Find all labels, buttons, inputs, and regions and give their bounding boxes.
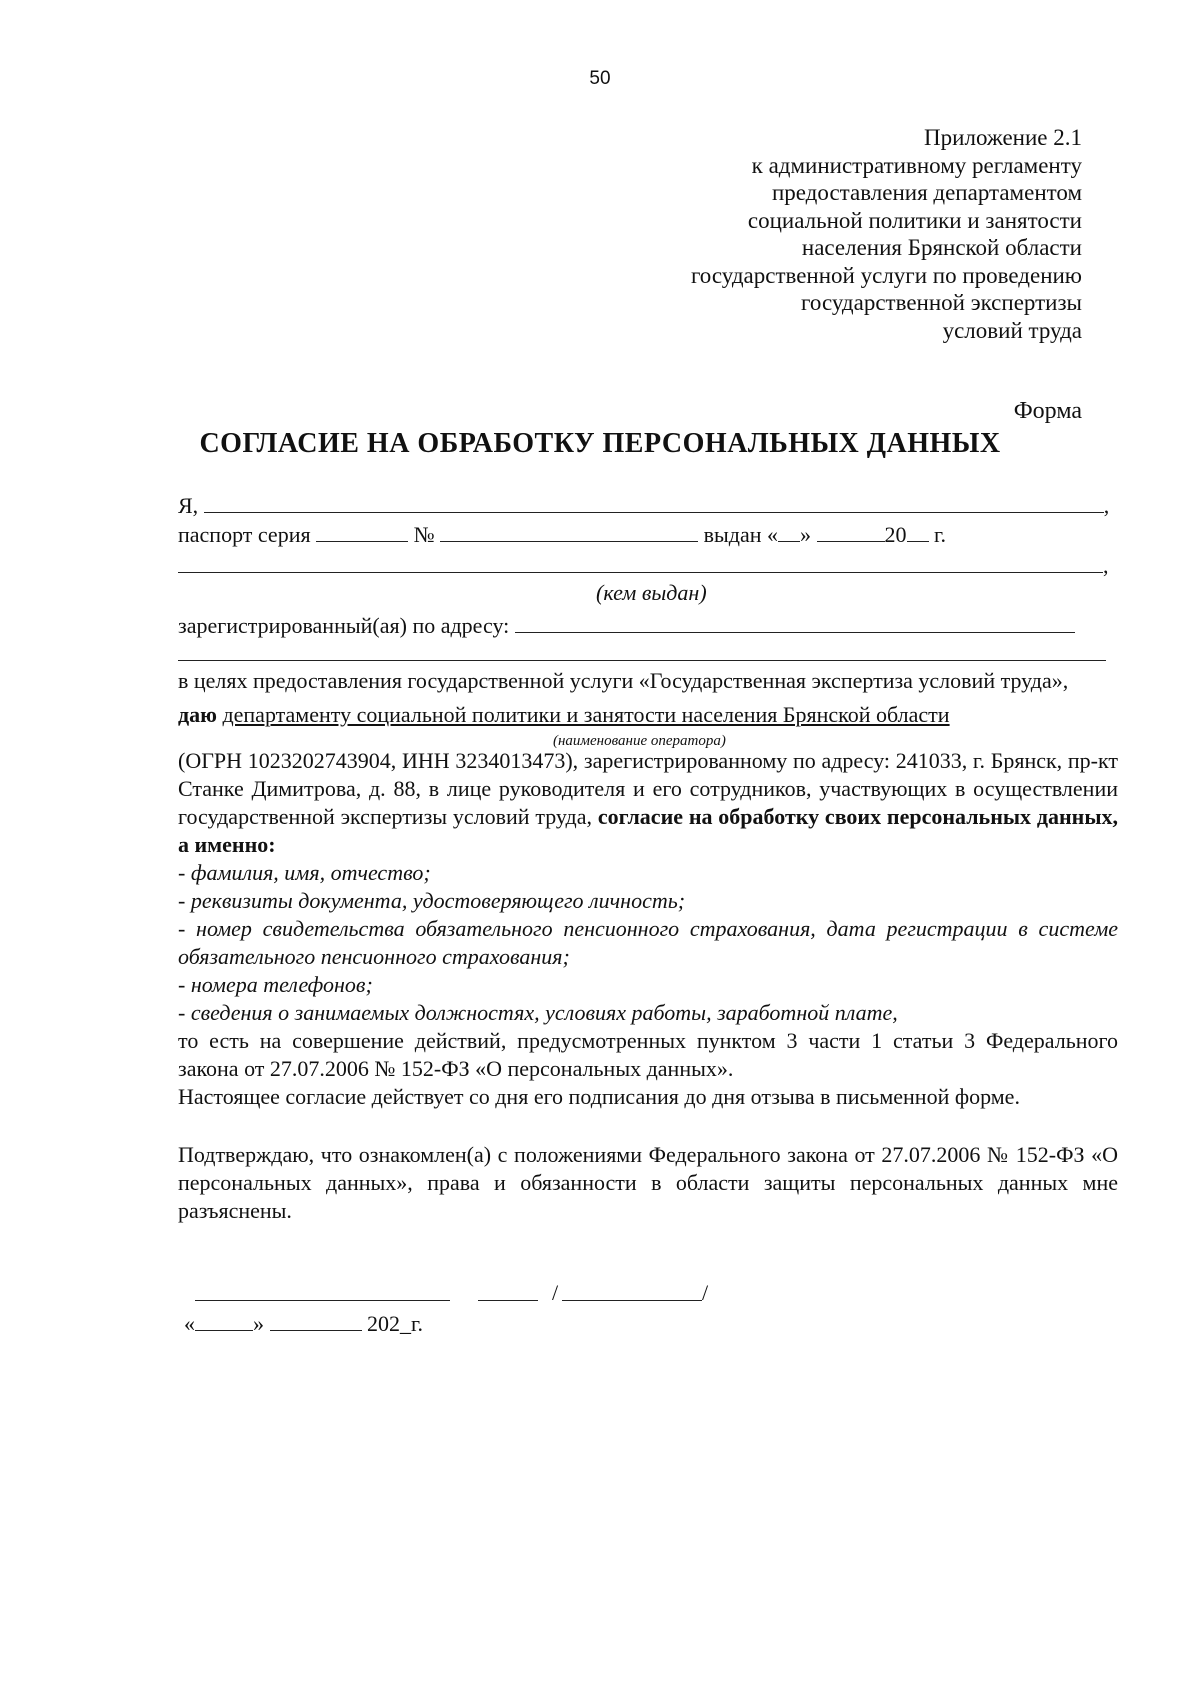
slash-open: / bbox=[552, 1280, 559, 1305]
operator-line bbox=[178, 701, 1118, 729]
appendix-line: населения Брянской области bbox=[801, 235, 1082, 260]
data-item: - номер свидетельства обязательного пенсионного страхования, дата регистрации в системе обязательного пенсионного страхования; bbox=[178, 916, 1118, 969]
issued-by-field[interactable] bbox=[178, 552, 1103, 573]
signature-line[interactable] bbox=[195, 1300, 450, 1301]
appendix-line: социальной политики и занятости bbox=[747, 207, 1082, 233]
year-prefix: 20 bbox=[884, 522, 907, 547]
issued-close-quote: » bbox=[800, 522, 811, 547]
sign-year: 202_г. bbox=[367, 1311, 424, 1336]
data-item: - реквизиты документа, удостоверяющего личность; bbox=[178, 888, 686, 913]
document-title: СОГЛАСИЕ НА ОБРАБОТКУ ПЕРСОНАЛЬНЫХ ДАННЫХ bbox=[199, 428, 1001, 459]
issued-by-row: , bbox=[178, 552, 1109, 579]
appendix-line: предоставления департаментом bbox=[771, 180, 1082, 205]
operator-caption: (наименование оператора) bbox=[553, 733, 726, 749]
passport-series-field[interactable] bbox=[316, 521, 408, 542]
sign-date-row bbox=[184, 1310, 423, 1337]
address-label: зарегистрированный(ая) по адресу: bbox=[178, 613, 510, 638]
year-suffix: г. bbox=[934, 522, 947, 547]
data-item: - фамилия, имя, отчество; bbox=[178, 860, 431, 885]
appendix-line: Приложение 2.1 bbox=[924, 125, 1082, 150]
ya-label: Я, bbox=[178, 493, 199, 518]
passport-row bbox=[178, 521, 946, 548]
operator-details-paragraph bbox=[178, 747, 1118, 859]
operator-details: (ОГРН 1023202743904, ИНН 3234013473), зарегистрированному по адресу: 241033, г. Брянск, пр-кт Станке Димитрова, д. 88, в лице руководителя и его сотрудников, участвующих в осуществлении государственной экспертизы условий труда, bbox=[178, 748, 1118, 829]
validity-text: Настоящее согласие действует со дня его подписания до дня отзыва в письменной форме. bbox=[178, 1084, 1020, 1109]
purpose-text: в целях предоставления государственной услуги «Государственная экспертиза условий труда», bbox=[178, 668, 1069, 693]
consent-bold-text: согласие на обработку своих персональных данных, а именно: bbox=[178, 804, 1119, 857]
passport-series-label: паспорт серия bbox=[178, 522, 311, 547]
passport-number-field[interactable] bbox=[440, 521, 698, 542]
address-field[interactable] bbox=[515, 612, 1075, 633]
date-close-quote: » bbox=[253, 1311, 264, 1336]
appendix-line: условий труда bbox=[942, 317, 1082, 343]
operator-name: департаменту социальной политики и занятости населения Брянской области bbox=[222, 702, 950, 727]
passport-number-label: № bbox=[413, 522, 435, 547]
address-row bbox=[178, 612, 1075, 639]
consent-body bbox=[178, 667, 1118, 1225]
sign-month-field[interactable] bbox=[270, 1310, 362, 1331]
appendix-line: государственной экспертизы bbox=[801, 290, 1082, 315]
give-label: даю bbox=[178, 702, 217, 727]
operator-caption-wrap bbox=[178, 729, 1118, 747]
actions-text: то есть на совершение действий, предусмотренных пунктом 3 части 1 статьи 3 Федерального закона от 27.07.2006 № 152-ФЗ «О персональных данных». bbox=[178, 1028, 1118, 1081]
appendix-line: государственной услуги по проведению bbox=[690, 262, 1082, 288]
slash-close: / bbox=[702, 1280, 709, 1305]
signature-decoding-line[interactable] bbox=[562, 1300, 702, 1301]
issued-day-field[interactable] bbox=[778, 521, 800, 542]
date-open-quote: « bbox=[184, 1311, 195, 1336]
issued-month-field[interactable] bbox=[817, 521, 885, 542]
form-label: Форма bbox=[1013, 398, 1082, 424]
address-line-2[interactable] bbox=[178, 660, 1106, 661]
confirm-text: Подтверждаю, что ознакомлен(а) с положениями Федерального закона от 27.07.2006 № 152-ФЗ «О персональных данных», права и обязанности в области защиты персональных данных мне разъяснены. bbox=[178, 1142, 1118, 1223]
appendix-line: к административному регламенту bbox=[751, 152, 1082, 178]
appendix-block bbox=[691, 124, 1082, 344]
name-row: Я, , bbox=[178, 493, 1110, 518]
data-item: - сведения о занимаемых должностях, условиях работы, заработной плате, bbox=[178, 1000, 898, 1025]
full-name-field[interactable] bbox=[204, 492, 1104, 513]
signature-short-line[interactable] bbox=[478, 1300, 538, 1301]
sign-day-field[interactable] bbox=[195, 1310, 253, 1331]
issued-by-caption: (кем выдан) bbox=[596, 580, 707, 605]
issued-year-field[interactable] bbox=[907, 521, 929, 542]
data-item: - номера телефонов; bbox=[178, 972, 373, 997]
issued-label: выдан « bbox=[703, 522, 778, 547]
page-number: 50 bbox=[589, 68, 611, 89]
